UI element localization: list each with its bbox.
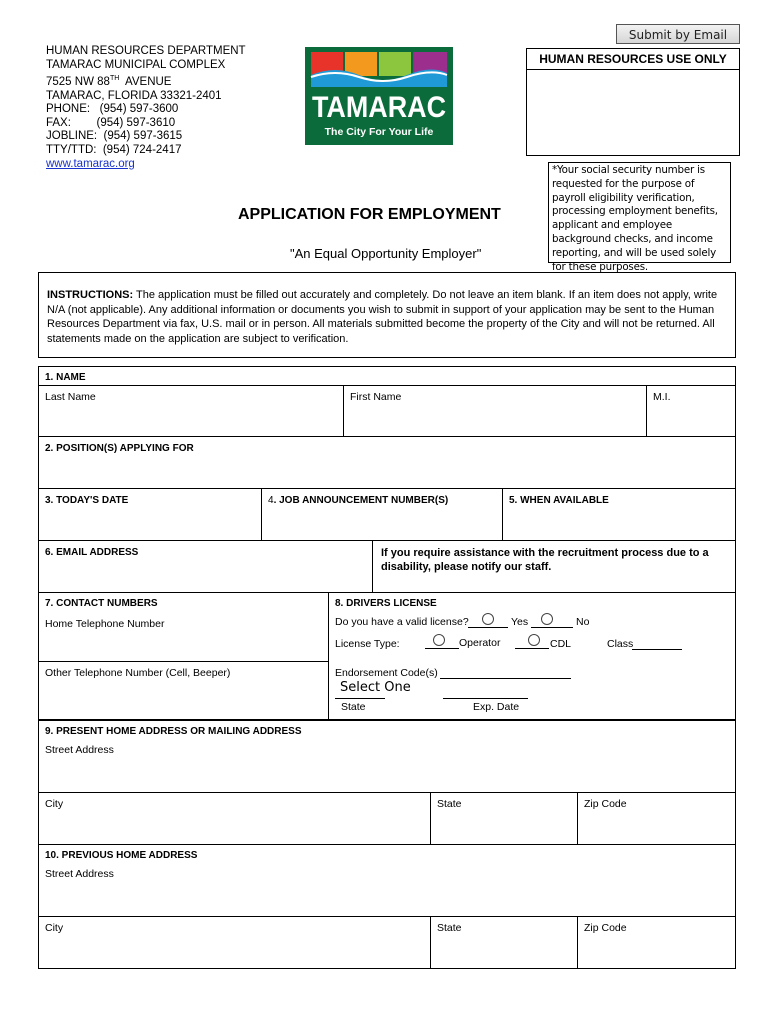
previous-street-field[interactable] xyxy=(38,844,736,917)
present-zip-label: Zip Code xyxy=(584,798,627,810)
position-field[interactable] xyxy=(38,436,736,489)
no-underline xyxy=(531,627,573,628)
previous-zip-label: Zip Code xyxy=(584,922,627,934)
yes-underline xyxy=(468,627,508,628)
email-label: 6. EMAIL ADDRESS xyxy=(45,547,139,558)
hr-jobline: JOBLINE: (954) 597-3615 xyxy=(46,130,183,143)
job-announcement-label: 4. JOB ANNOUNCEMENT NUMBER(S) xyxy=(268,495,449,506)
logo-name: TAMARAC xyxy=(312,91,446,124)
present-city-label: City xyxy=(45,798,64,810)
logo-tagline: The City For Your Life xyxy=(324,126,434,138)
state-underline xyxy=(335,698,385,699)
first-name-field[interactable] xyxy=(343,385,647,437)
page-title: APPLICATION FOR EMPLOYMENT xyxy=(238,206,501,223)
name-section-title: 1. NAME xyxy=(45,372,86,383)
class-label: Class xyxy=(607,638,634,650)
middle-initial-field[interactable] xyxy=(646,385,736,437)
when-available-field[interactable] xyxy=(502,488,736,541)
present-city-field[interactable] xyxy=(38,792,431,845)
position-label: 2. POSITION(S) APPLYING FOR xyxy=(45,443,194,454)
operator-underline xyxy=(425,648,459,649)
instructions-label: INSTRUCTIONS: xyxy=(47,289,134,301)
present-address-title: 9. PRESENT HOME ADDRESS OR MAILING ADDRESS xyxy=(45,726,302,737)
other-phone-field[interactable] xyxy=(38,661,329,720)
cdl-underline xyxy=(515,648,549,649)
last-name-field[interactable] xyxy=(38,385,344,437)
present-zip-field[interactable] xyxy=(577,792,736,845)
hr-street: 7525 NW 88TH AVENUE xyxy=(46,75,172,89)
operator-radio[interactable] xyxy=(433,634,445,646)
cdl-radio[interactable] xyxy=(528,634,540,646)
job-announcement-field[interactable] xyxy=(261,488,503,541)
name-section-header xyxy=(38,366,736,386)
tamarac-logo xyxy=(305,47,453,145)
valid-license-question: Do you have a valid license? xyxy=(335,616,469,628)
present-state-field[interactable] xyxy=(430,792,578,845)
contact-numbers-title: 7. CONTACT NUMBERS xyxy=(45,598,158,609)
hr-address-block xyxy=(46,45,246,171)
hr-dept: HUMAN RESOURCES DEPARTMENT xyxy=(46,45,246,57)
other-phone-label: Other Telephone Number (Cell, Beeper) xyxy=(45,667,231,679)
previous-state-field[interactable] xyxy=(430,916,578,969)
previous-city-field[interactable] xyxy=(38,916,431,969)
when-available-label: 5. WHEN AVAILABLE xyxy=(509,495,609,506)
todays-date-label: 3. TODAY'S DATE xyxy=(45,495,129,506)
endorsement-label: Endorsement Code(s) xyxy=(335,667,438,679)
drivers-license-title: 8. DRIVERS LICENSE xyxy=(335,598,437,609)
yes-label: Yes xyxy=(511,616,529,628)
exp-date-input[interactable] xyxy=(443,698,528,699)
eeo-statement: "An Equal Opportunity Employer" xyxy=(290,246,482,261)
endorsement-input[interactable] xyxy=(440,678,571,679)
hr-use-only-title: HUMAN RESOURCES USE ONLY xyxy=(526,48,740,70)
home-phone-field[interactable] xyxy=(38,592,329,662)
disability-assistance-note: If you require assistance with the recruitment process due to a disability, please notify our staff. xyxy=(372,540,736,593)
class-input[interactable] xyxy=(632,649,682,650)
exp-date-label: Exp. Date xyxy=(473,701,520,713)
hr-tty: TTY/TTD: (954) 724-2417 xyxy=(46,143,182,156)
last-name-label: Last Name xyxy=(45,391,96,403)
present-street-field[interactable] xyxy=(38,720,736,793)
cdl-label: CDL xyxy=(550,638,572,650)
drivers-license-section xyxy=(328,592,736,720)
hr-complex: TAMARAC MUNICIPAL COMPLEX xyxy=(46,58,226,71)
ssn-note: *Your social security number is requested for the purpose of payroll eligibility verification, processing employment benefits, applicant and employee background checks, and income reporting, and will be used solely for these purposes. xyxy=(548,162,731,263)
hr-city: TAMARAC, FLORIDA 33321-2401 xyxy=(46,89,222,102)
no-label: No xyxy=(576,616,590,628)
previous-state-label: State xyxy=(437,922,462,934)
website-link[interactable]: www.tamarac.org xyxy=(46,157,135,170)
todays-date-field[interactable] xyxy=(38,488,262,541)
email-field[interactable] xyxy=(38,540,373,593)
first-name-label: First Name xyxy=(350,391,402,403)
instructions-box xyxy=(38,272,736,358)
hr-fax: FAX: (954) 597-3610 xyxy=(46,116,176,129)
license-no-radio[interactable] xyxy=(541,613,553,625)
middle-initial-label: M.I. xyxy=(653,391,671,403)
state-label: State xyxy=(341,701,366,713)
operator-label: Operator xyxy=(459,637,501,649)
previous-city-label: City xyxy=(45,922,64,934)
previous-zip-field[interactable] xyxy=(577,916,736,969)
previous-address-title: 10. PREVIOUS HOME ADDRESS xyxy=(45,850,198,861)
license-type-label: License Type: xyxy=(335,638,400,650)
previous-street-label: Street Address xyxy=(45,868,114,880)
license-yes-radio[interactable] xyxy=(482,613,494,625)
state-select[interactable]: Select One xyxy=(340,680,411,695)
hr-phone: PHONE: (954) 597-3600 xyxy=(46,103,179,116)
home-phone-label: Home Telephone Number xyxy=(45,618,165,630)
submit-by-email-button[interactable]: Submit by Email xyxy=(616,24,740,44)
present-street-label: Street Address xyxy=(45,744,114,756)
instructions-text: The application must be filled out accurately and completely. Do not leave an item blank. If an item does not apply, write N/A (not applicable). Any additional information or documents you wish to submit in support of your application may be sent to the Human Resources Department via fax, U.S. mail or in person. All materials submitted become the property of the City and will not be returned. All statements made on the application are subject to verification. xyxy=(47,289,718,345)
present-state-label: State xyxy=(437,798,462,810)
